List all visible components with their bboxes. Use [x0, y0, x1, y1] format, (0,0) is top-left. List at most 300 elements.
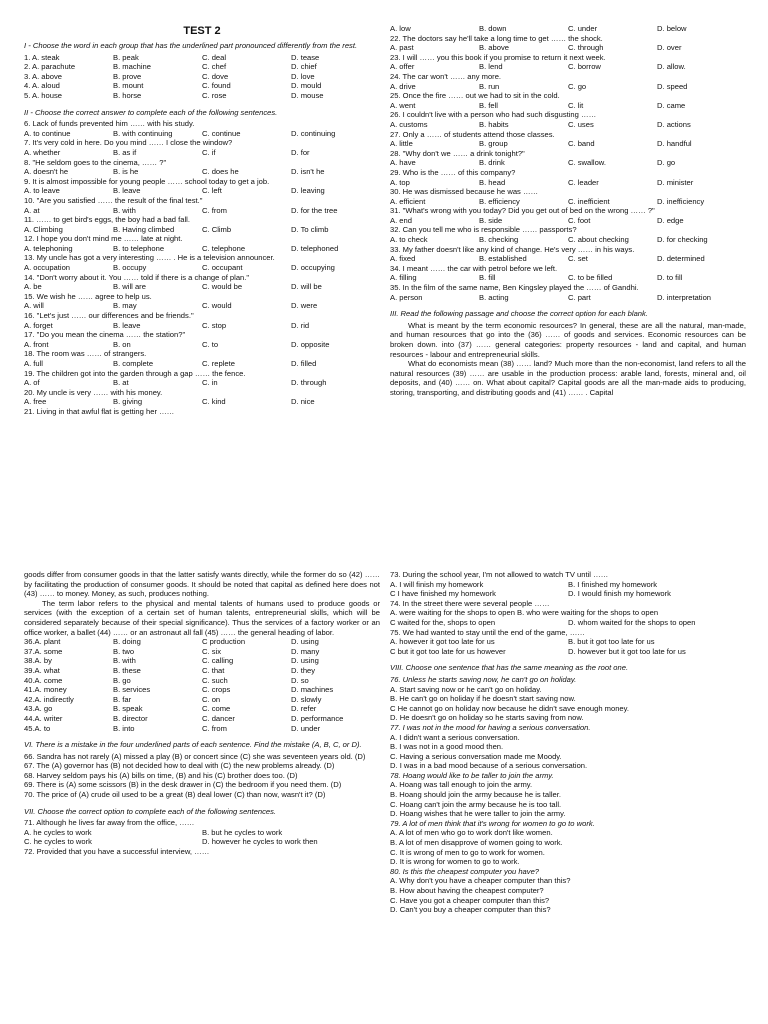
question-line: 14. "Don't worry about it. You …… told if there is a change of plan." [24, 272, 250, 282]
option-label: C. dove [202, 71, 229, 81]
option-label: B. at [113, 378, 129, 388]
option-label: 41.A. money [24, 685, 67, 695]
option-label: C. deal [202, 52, 227, 62]
question-line: A. Why don't you have a cheaper computer than this? [390, 876, 571, 886]
question-line: 74. In the street there were several people …… [390, 598, 550, 608]
question-line: 15. We wish he …… agree to help us. [24, 291, 152, 301]
option-label: B. habits [479, 119, 509, 129]
option-label: B. into [113, 723, 135, 733]
option-row [390, 647, 746, 657]
option-label: C. rose [202, 90, 227, 100]
option-label: D. rid [291, 320, 310, 330]
option-label: A. little [390, 139, 413, 149]
question-line: 23. I will …… you this book if you promise to return it next week. [390, 52, 606, 62]
option-row [24, 397, 380, 407]
option-label: B. lend [479, 62, 503, 72]
option-label: B. machine [113, 62, 151, 72]
option-label: C. would be [202, 282, 243, 292]
option-label: C. found [202, 81, 231, 91]
option-row [24, 148, 380, 158]
question-line: A. I didn't want a serious conversation. [390, 732, 520, 742]
option-row [24, 837, 380, 847]
option-label: C. such [202, 675, 228, 685]
option-label: C. through [568, 43, 604, 53]
option-label: 3. A. above [24, 71, 62, 81]
passage-paragraph: 67. The (A) governor has (B) not decided how to deal with (C) the new problems already. (D) [24, 761, 335, 771]
question-line: 35. In the film of the same name, Ben Kingsley played the …… of Gandhi. [390, 283, 639, 293]
passage-paragraph: The term labor refers to the physical and mental talents of humans used to produce goods or services (with the exception of a certain set of human talents, entrepreneurial skills, which will be considered separately because of their special significance). Thus the services of a factory worker or an office worker, a ballet (44) …… or an astronaut all fall (45) …… the general heading of labor. [24, 598, 380, 637]
option-row [24, 695, 380, 705]
option-label: D. handful [657, 139, 692, 149]
option-label: B. leave [113, 320, 141, 330]
option-label: D. isn't he [291, 167, 325, 177]
option-label: B. with [113, 656, 136, 666]
question-line: 10. "Are you satisfied …… the result of the final test." [24, 195, 203, 205]
option-label: B. peak [113, 52, 139, 62]
option-label: D. interpretation [657, 292, 712, 302]
question-line: 33. My father doesn't like any kind of change. He's very …… in his ways. [390, 244, 635, 254]
option-row [24, 378, 380, 388]
bottom-left-content [24, 570, 380, 857]
option-label: A. efficient [390, 196, 426, 206]
passage-paragraph: 70. The price of (A) crude oil used to be a great (B) deal lower (C) than now, wasn't it? (D) [24, 790, 326, 800]
option-label: B. fill [479, 273, 496, 283]
question-line: D. Hoang wishes that he were taller to join the army. [390, 809, 566, 819]
option-label: B. director [113, 713, 148, 723]
question-line: 12. I hope you don't mind me …… late at night. [24, 234, 183, 244]
option-row [390, 43, 746, 53]
option-label: D. speed [657, 81, 688, 91]
option-label: A. to leave [24, 186, 60, 196]
question-line: 71. Although he lives far away from the office, …… [24, 818, 195, 828]
option-label: A. forget [24, 320, 53, 330]
option-label: D. below [657, 24, 687, 33]
passage-paragraph: 68. Harvey seldom pays his (A) bills on time, (B) and his (C) brother does too. (D) [24, 770, 298, 780]
option-label: 39.A. what [24, 665, 60, 675]
option-label: 36.A. plant [24, 637, 61, 647]
option-row [24, 704, 380, 714]
option-label: D. using [291, 637, 319, 647]
question-line: 72. Provided that you have a successful interview, …… [24, 847, 210, 857]
section-instruction: I - Choose the word in each group that has the underlined part pronounced differently from the rest. [24, 41, 358, 50]
option-label: A. Climbing [24, 224, 63, 234]
option-row [390, 82, 746, 92]
option-label: A. filling [390, 273, 417, 283]
option-label: C. telephone [202, 243, 246, 253]
option-label: D. continuing [291, 128, 336, 138]
top-left-content [24, 41, 380, 417]
option-row [24, 359, 380, 369]
option-label: C. on [202, 694, 221, 704]
option-label: B. speak [113, 704, 143, 714]
question-line: 22. The doctors say he'll take a long time to get …… the shock. [390, 33, 603, 43]
spacer [390, 656, 746, 660]
option-label: B. Having climbed [113, 224, 175, 234]
option-label: B. horse [113, 90, 142, 100]
option-label: B. will are [113, 282, 146, 292]
option-label: A. full [24, 359, 43, 368]
question-line: 75. We had wanted to stay until the end of the game, …… [390, 627, 585, 637]
section-instruction: VI. There is a mistake in the four underlined parts of each sentence. Find the mistake (A, B, C, or D). [24, 740, 362, 750]
option-label: C. he cycles to work [24, 837, 92, 847]
option-label: 4. A. aloud [24, 81, 60, 91]
option-label: D. using [291, 656, 319, 666]
option-label: C. under [568, 24, 598, 33]
option-label: A. drive [390, 81, 416, 91]
question-stem: 79. A lot of men think that it's wrong for women to go to work. [390, 818, 595, 828]
question-line: D. He doesn't go on holiday so he starts saving from now. [390, 713, 584, 723]
option-row [390, 637, 746, 647]
option-label: A. front [24, 339, 49, 349]
option-label: D. to fill [657, 273, 683, 283]
option-label: A. doesn't he [24, 167, 69, 177]
option-label: C. part [568, 292, 591, 302]
question-line: 29. Who is the …… of this company? [390, 167, 516, 177]
option-label: D. mould [291, 81, 322, 91]
option-label: A. person [390, 292, 423, 302]
passage-paragraph: 69. There is (A) some scissors (B) in the desk drawer in (C) the bedroom if you need them. (D) [24, 780, 342, 790]
question-line: 19. The children got into the garden through a gap …… the fence. [24, 368, 246, 378]
option-label: A. have [390, 158, 416, 168]
option-label: B. efficiency [479, 196, 520, 206]
question-line: A. Start saving now or he can't go on holiday. [390, 684, 542, 694]
question-line: 32. Can you tell me who is responsible …… passports? [390, 225, 577, 235]
option-row [24, 321, 380, 331]
option-label: C. stop [202, 320, 227, 330]
section-instruction: III. Read the following passage and choose the correct option for each blank. [390, 309, 648, 319]
option-label: D. determined [657, 254, 705, 264]
option-label: B. with [113, 205, 136, 215]
option-label: B. as if [113, 147, 137, 157]
option-label: C production [202, 637, 246, 647]
option-label: D. edge [657, 215, 684, 225]
option-label: A. will [24, 301, 44, 311]
option-label: D. inefficiency [657, 196, 705, 206]
option-label: C. come [202, 704, 231, 714]
option-label: A. end [390, 215, 412, 225]
option-label: B. but he cycles to work [202, 827, 283, 837]
option-label: C. chef [202, 62, 227, 72]
option-label: D. will be [291, 282, 322, 292]
question-line: A. A lot of men who go to work don't like women. [390, 828, 553, 838]
option-row [24, 666, 380, 676]
option-label: B. doing [113, 637, 141, 647]
passage-paragraph: What is meant by the term economic resources? In general, these are all the natural, man-made, and human resources that go into the (36) …… of goods and services. Economic resources can be broken down. into (37) …… general categories: property resources - land and capital, and human resources - labour and entrepreneurial skills. [390, 320, 746, 359]
question-line: 17. "Do you mean the cinema …… the station?" [24, 330, 186, 340]
option-row [24, 724, 380, 734]
question-line: D. I was in a bad mood because of a serious conversation. [390, 761, 588, 771]
option-row [24, 53, 380, 63]
question-line: 27. Only a …… of students attend those classes. [390, 129, 555, 139]
page-bottom-half [0, 512, 768, 1024]
option-label: B. run [479, 81, 500, 91]
question-line: C. Hoang can't join the army because he is too tall. [390, 799, 562, 809]
option-label: C. that [202, 665, 225, 675]
option-label: B. down [479, 24, 507, 33]
option-label: A. however it got too late for us [390, 637, 495, 647]
question-line: C. It is wrong of men to go to work for women. [390, 847, 545, 857]
option-label: D. love [291, 71, 315, 81]
option-label: A. at [24, 205, 40, 215]
option-label: B. go [113, 675, 131, 685]
option-label: A. past [390, 43, 414, 53]
option-label: C. continue [202, 128, 241, 138]
option-row [390, 235, 746, 245]
option-label: D. slowly [291, 694, 322, 704]
option-label: C. inefficient [568, 196, 610, 206]
question-line: B. How about having the cheapest computer? [390, 886, 544, 895]
option-label: 45.A. to [24, 723, 51, 733]
option-row [24, 91, 380, 101]
question-line: B. A lot of men disapprove of women going to work. [390, 838, 563, 848]
question-line: 26. I couldn't live with a person who had such disgusting …… [390, 110, 597, 120]
option-row [24, 62, 380, 72]
question-line: 8. "He seldom goes to the cinema, …… ?" [24, 157, 167, 167]
option-label: D. occupying [291, 263, 335, 273]
option-label: C. calling [202, 656, 234, 666]
option-row [24, 244, 380, 254]
option-label: A. fixed [390, 254, 416, 264]
question-line: 20. My uncle is very …… with his money. [24, 387, 163, 397]
option-label: C. six [202, 646, 221, 656]
question-line: 24. The car won't …… any more. [390, 71, 502, 81]
question-line: 18. The room was …… of strangers. [24, 349, 147, 359]
option-label: D. go [657, 158, 676, 168]
option-label: A. I will finish my homework [390, 579, 484, 589]
bottom-right-column [390, 570, 746, 1024]
question-line: 13. My uncle has got a very interesting …… . He is a television announcer. [24, 253, 275, 263]
option-label: B. head [479, 177, 506, 187]
top-left-column [24, 24, 380, 512]
option-label: C. to [202, 339, 219, 349]
option-label: B. giving [113, 397, 143, 407]
option-label: B. complete [113, 359, 154, 368]
option-label: D. performance [291, 713, 344, 723]
option-row [390, 216, 746, 226]
passage-paragraph: What do economists mean (38) …… land? Much more than the non-economist, land refers to all the natural resources (39) …… are usable in the production process: arable land, forests, mineral and, oil deposits, and (40) …… on. What about capital? Capital goods are all the man-made aids to producing, storing, transporting, and distributing goods and (41) …… . Capital [390, 359, 746, 397]
question-line: B. Hoang should join the army because he is taller. [390, 790, 561, 800]
option-row [24, 828, 380, 838]
option-label: B. is he [113, 167, 139, 177]
option-label: A. free [24, 397, 47, 407]
option-label: D. so [291, 675, 309, 685]
option-label: D. telephoned [291, 243, 339, 253]
option-label: B. occupy [113, 263, 147, 273]
question-line: D. It is wrong for women to go to work. [390, 857, 520, 867]
option-row [24, 225, 380, 235]
section-instruction: II - Choose the correct answer to complete each of the following sentences. [24, 107, 278, 117]
option-label: B. drink [479, 158, 505, 168]
option-label: 40.A. come [24, 675, 63, 685]
question-line: 11. …… to get bird's eggs, the boy had a bad fall. [24, 215, 190, 225]
option-row [390, 120, 746, 130]
option-label: C. Climb [202, 224, 232, 234]
option-label: 44.A. writer [24, 713, 63, 723]
option-row [24, 167, 380, 177]
option-row [390, 618, 746, 628]
question-line: C He cannot go on holiday now because he didn't save enough money. [390, 703, 629, 713]
question-line: 9. It is almost impossible for young people …… school today to get a job. [24, 176, 270, 186]
option-label: C. does he [202, 167, 239, 177]
option-label: B. I finished my homework [568, 579, 658, 589]
question-line: B. I was not in a good mood then. [390, 742, 504, 752]
option-row [24, 340, 380, 350]
question-stem: 77. I was not in the mood for having a serious conversation. [390, 722, 591, 732]
section-instruction: VIII. Choose one sentence that has the same meaning as the root one. [390, 663, 629, 673]
option-label: D. over [657, 43, 682, 53]
option-label: B. may [113, 301, 137, 311]
option-label: D. many [291, 646, 320, 656]
option-label: C. replete [202, 359, 235, 368]
option-row [24, 72, 380, 82]
option-label: D. machines [291, 685, 334, 695]
option-label: B. services [113, 685, 151, 695]
option-label: B. established [479, 254, 527, 264]
option-row [24, 282, 380, 292]
option-label: C. lit [568, 100, 584, 110]
option-label: D. however he cycles to work then [202, 837, 318, 847]
option-row [390, 24, 746, 34]
option-label: A. customs [390, 119, 428, 129]
option-label: B. to telephone [113, 243, 165, 253]
question-line: 6. Lack of funds prevented him …… with his study. [24, 119, 195, 129]
option-label: A. offer [390, 62, 415, 72]
option-label: D. To climb [291, 224, 329, 234]
question-line: D. Can't you buy a cheaper computer than this? [390, 905, 551, 915]
option-label: C. swallow. [568, 158, 606, 168]
option-label: D. I would finish my homework [568, 589, 671, 599]
option-label: C. about checking [568, 235, 629, 245]
option-label: C. band [568, 139, 595, 149]
top-right-column [390, 24, 746, 512]
option-row [390, 254, 746, 264]
question-stem: 78. Hoang would like to be taller to join the army. [390, 770, 554, 780]
option-row [24, 129, 380, 139]
option-label: D. whom waited for the shops to open [568, 617, 696, 627]
option-row [24, 206, 380, 216]
option-label: B. fell [479, 100, 498, 110]
option-label: A. whether [24, 147, 61, 157]
option-row [390, 197, 746, 207]
option-row [24, 714, 380, 724]
question-line: C. Have you got a cheaper computer than this? [390, 895, 550, 905]
option-row [24, 647, 380, 657]
option-label: A. low [390, 24, 411, 33]
option-label: A. be [24, 282, 42, 292]
option-label: C. if [202, 147, 216, 157]
question-stem: 76. Unless he starts saving now, he can't go on holiday. [390, 674, 577, 684]
question-line: 28. "Why don't we …… a drink tonight?" [390, 148, 525, 158]
option-label: 37.A. some [24, 646, 63, 656]
option-label: D. leaving [291, 186, 325, 196]
question-line: C. Having a serious conversation made me Moody. [390, 751, 562, 761]
option-row [390, 589, 746, 599]
option-label: B. acting [479, 292, 509, 302]
option-label: B. checking [479, 235, 519, 245]
option-label: C. uses [568, 119, 594, 129]
option-label: 5. A. house [24, 90, 62, 100]
option-label: D. mouse [291, 90, 324, 100]
question-line: 73. During the school year, I'm not allowed to watch TV until …… [390, 570, 609, 579]
option-label: C. left [202, 186, 222, 196]
option-row [24, 685, 380, 695]
option-label: D. nice [291, 397, 315, 407]
option-label: D. refer [291, 704, 317, 714]
option-label: C. to be filled [568, 273, 613, 283]
option-label: D. through [291, 378, 327, 388]
question-line: 34. I meant …… the car with petrol before we left. [390, 263, 558, 273]
option-row [390, 293, 746, 303]
option-label: B. leave [113, 186, 141, 196]
option-label: A. telephoning [24, 243, 73, 253]
option-row [24, 637, 380, 647]
passage-paragraph: A. were waiting for the shops to open B. who were waiting for the shops to open [390, 608, 659, 618]
option-label: A. he cycles to work [24, 827, 92, 837]
option-label: C. occupant [202, 263, 243, 273]
option-label: 38.A. by [24, 656, 52, 666]
option-label: C. would [202, 301, 232, 311]
option-label: B. above [479, 43, 509, 53]
option-label: D. filled [291, 359, 317, 368]
question-line: 25. Once the fire …… out we had to sit in the cold. [390, 91, 560, 101]
option-label: A. top [390, 177, 410, 187]
option-label: D. chief [291, 62, 317, 72]
spacer [390, 302, 746, 306]
option-row [24, 263, 380, 273]
option-label: A. to continue [24, 128, 71, 138]
option-label: B. mount [113, 81, 144, 91]
option-label: D. tease [291, 52, 320, 62]
option-label: D. opposite [291, 339, 330, 349]
option-label: C I have finished my homework [390, 589, 496, 599]
option-label: B. with continuing [113, 128, 173, 138]
option-label: C. in [202, 378, 218, 388]
option-row [24, 301, 380, 311]
option-label: D. for [291, 147, 310, 157]
option-label: D. actions [657, 119, 691, 129]
option-label: D. minister [657, 177, 694, 187]
spacer [24, 800, 380, 804]
option-label: D. allow. [657, 62, 686, 72]
option-label: B. on [113, 339, 131, 349]
question-line: B. He can't go on holiday if he doesn't start saving now. [390, 694, 576, 704]
option-row [390, 62, 746, 72]
option-row [390, 273, 746, 283]
option-label: B. two [113, 646, 135, 656]
option-label: C. from [202, 723, 227, 733]
spacer [24, 101, 380, 105]
option-row [390, 139, 746, 149]
question-line: A. Hoang was tall enough to join the army. [390, 780, 533, 790]
option-row [24, 656, 380, 666]
option-label: D. however but it got too late for us [568, 646, 686, 656]
option-label: D. for the tree [291, 205, 338, 215]
option-label: B. far [113, 694, 132, 704]
option-label: A. of [24, 378, 40, 388]
option-row [390, 580, 746, 590]
option-label: B. prove [113, 71, 142, 81]
option-label: A. went [390, 100, 416, 110]
option-label: C. borrow [568, 62, 601, 72]
option-label: A. occupation [24, 263, 71, 273]
option-label: C. go [568, 81, 587, 91]
option-label: D. came [657, 100, 686, 110]
option-label: 43.A. go [24, 704, 53, 714]
bottom-right-content [390, 570, 746, 915]
option-label: C but it got too late for us however [390, 646, 506, 656]
question-line: 31. "What's wrong with you today? Did you get out of bed on the wrong …… ?" [390, 206, 655, 216]
option-label: B. these [113, 665, 141, 675]
